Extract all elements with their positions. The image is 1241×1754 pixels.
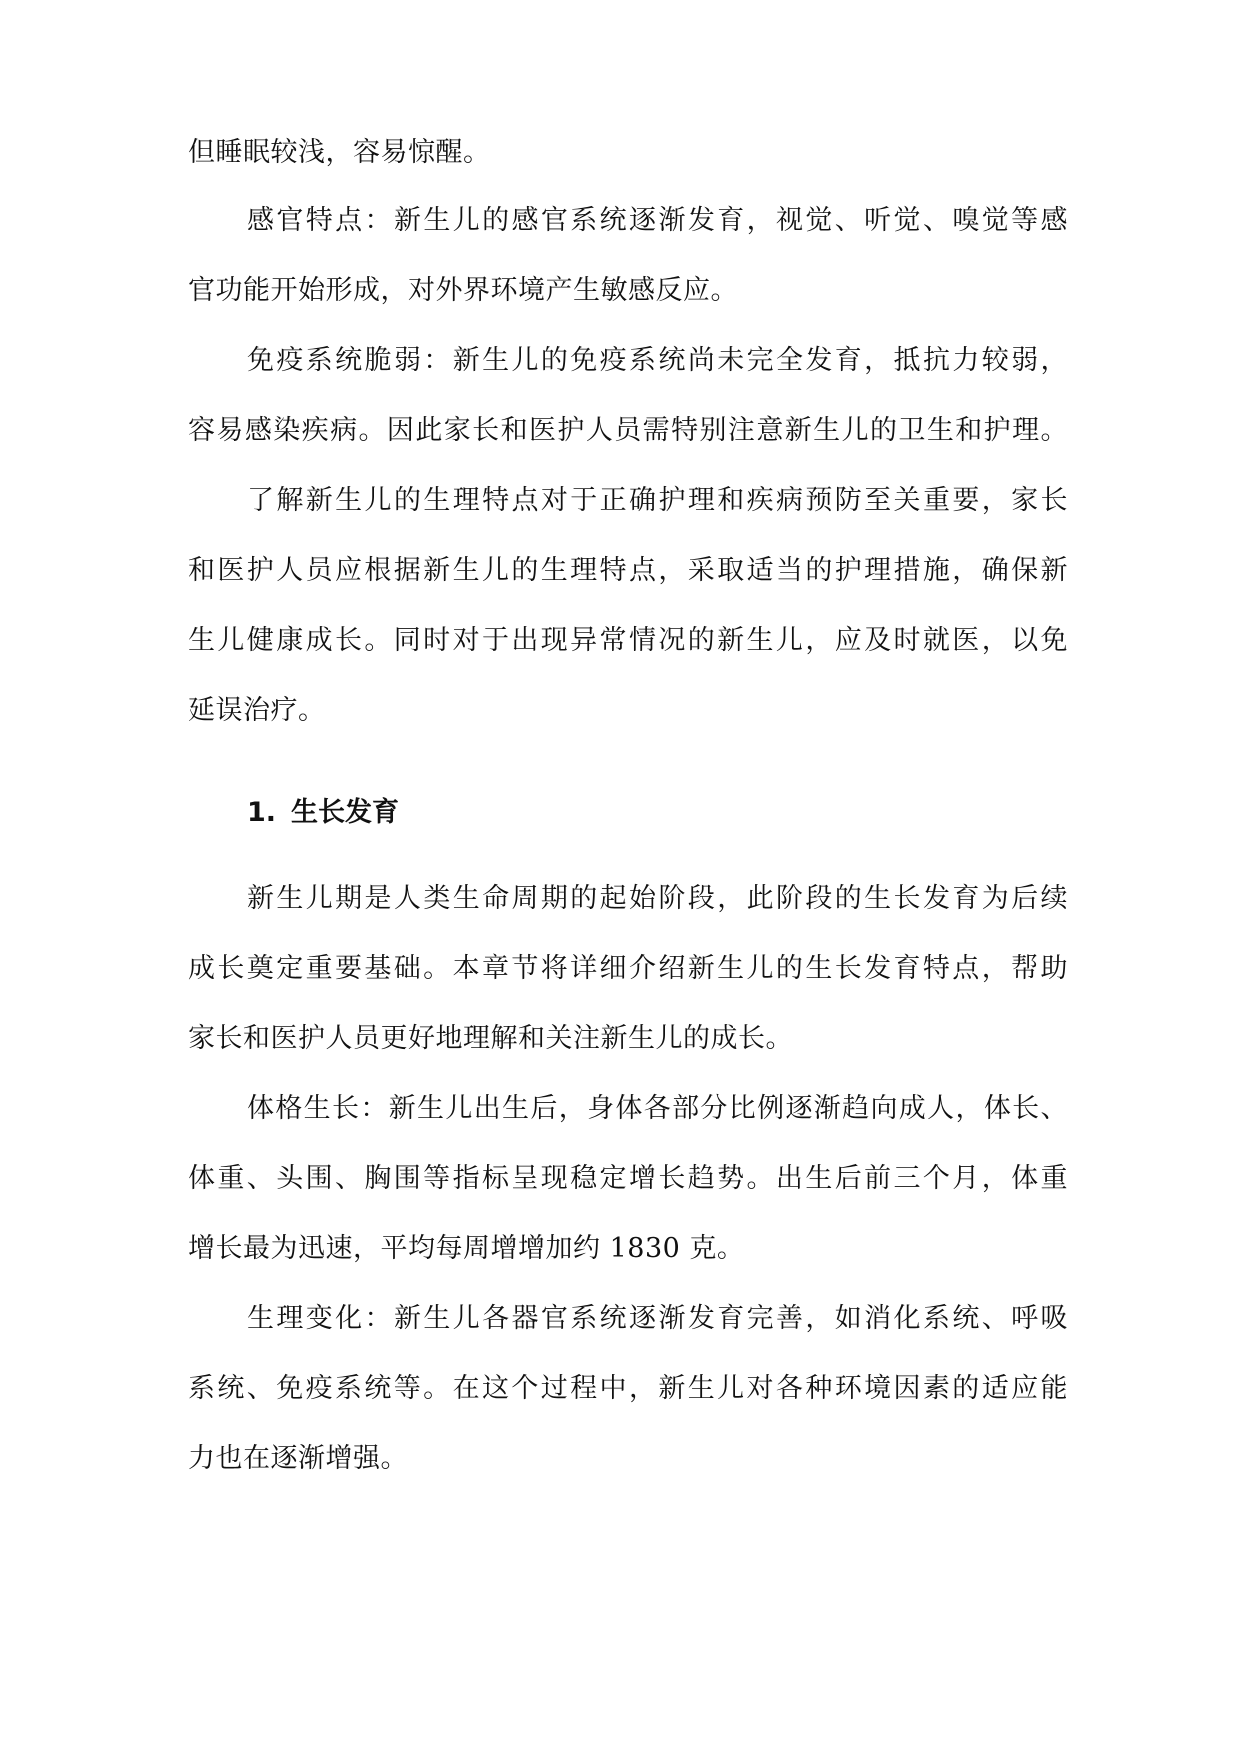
text-line: 力也在逐渐增强。 [188, 1443, 408, 1474]
text-line: 体格生长：新生儿出生后，身体各部分比例逐渐趋向成人，体长、 [247, 1093, 1068, 1124]
text-line: 和医护人员应根据新生儿的生理特点，采取适当的护理措施，确保新 [188, 555, 1068, 586]
text-line: 生儿健康成长。同时对于出现异常情况的新生儿，应及时就医，以免 [188, 625, 1068, 656]
text-line: 家长和医护人员更好地理解和关注新生儿的成长。 [188, 1023, 793, 1054]
text-line: 生理变化：新生儿各器官系统逐渐发育完善，如消化系统、呼吸 [247, 1303, 1068, 1334]
text-line: 免疫系统脆弱：新生儿的免疫系统尚未完全发育，抵抗力较弱， [247, 345, 1068, 376]
text-line: 成长奠定重要基础。本章节将详细介绍新生儿的生长发育特点，帮助 [188, 953, 1068, 984]
text-line: 新生儿期是人类生命周期的起始阶段，此阶段的生长发育为后续 [247, 883, 1068, 914]
section-heading-title: 生长发育 [291, 797, 399, 828]
text-line: 容易感染疾病。因此家长和医护人员需特别注意新生儿的卫生和护理。 [188, 415, 1068, 446]
text-line: 延误治疗。 [188, 695, 326, 726]
text-line: 系统、免疫系统等。在这个过程中，新生儿对各种环境因素的适应能 [188, 1373, 1068, 1404]
text-line: 体重、头围、胸围等指标呈现稳定增长趋势。出生后前三个月，体重 [188, 1163, 1068, 1194]
text-line: 官功能开始形成，对外界环境产生敏感反应。 [188, 275, 738, 306]
text-line: 感官特点：新生儿的感官系统逐渐发育，视觉、听觉、嗅觉等感 [247, 205, 1068, 236]
section-heading-number: 1. [247, 797, 277, 828]
text-line: 增长最为迅速，平均每周增增加约 1830 克。 [188, 1233, 745, 1264]
text-line: 但睡眠较浅，容易惊醒。 [188, 137, 491, 168]
section-heading [247, 776, 399, 850]
text-line: 了解新生儿的生理特点对于正确护理和疾病预防至关重要，家长 [247, 485, 1068, 516]
